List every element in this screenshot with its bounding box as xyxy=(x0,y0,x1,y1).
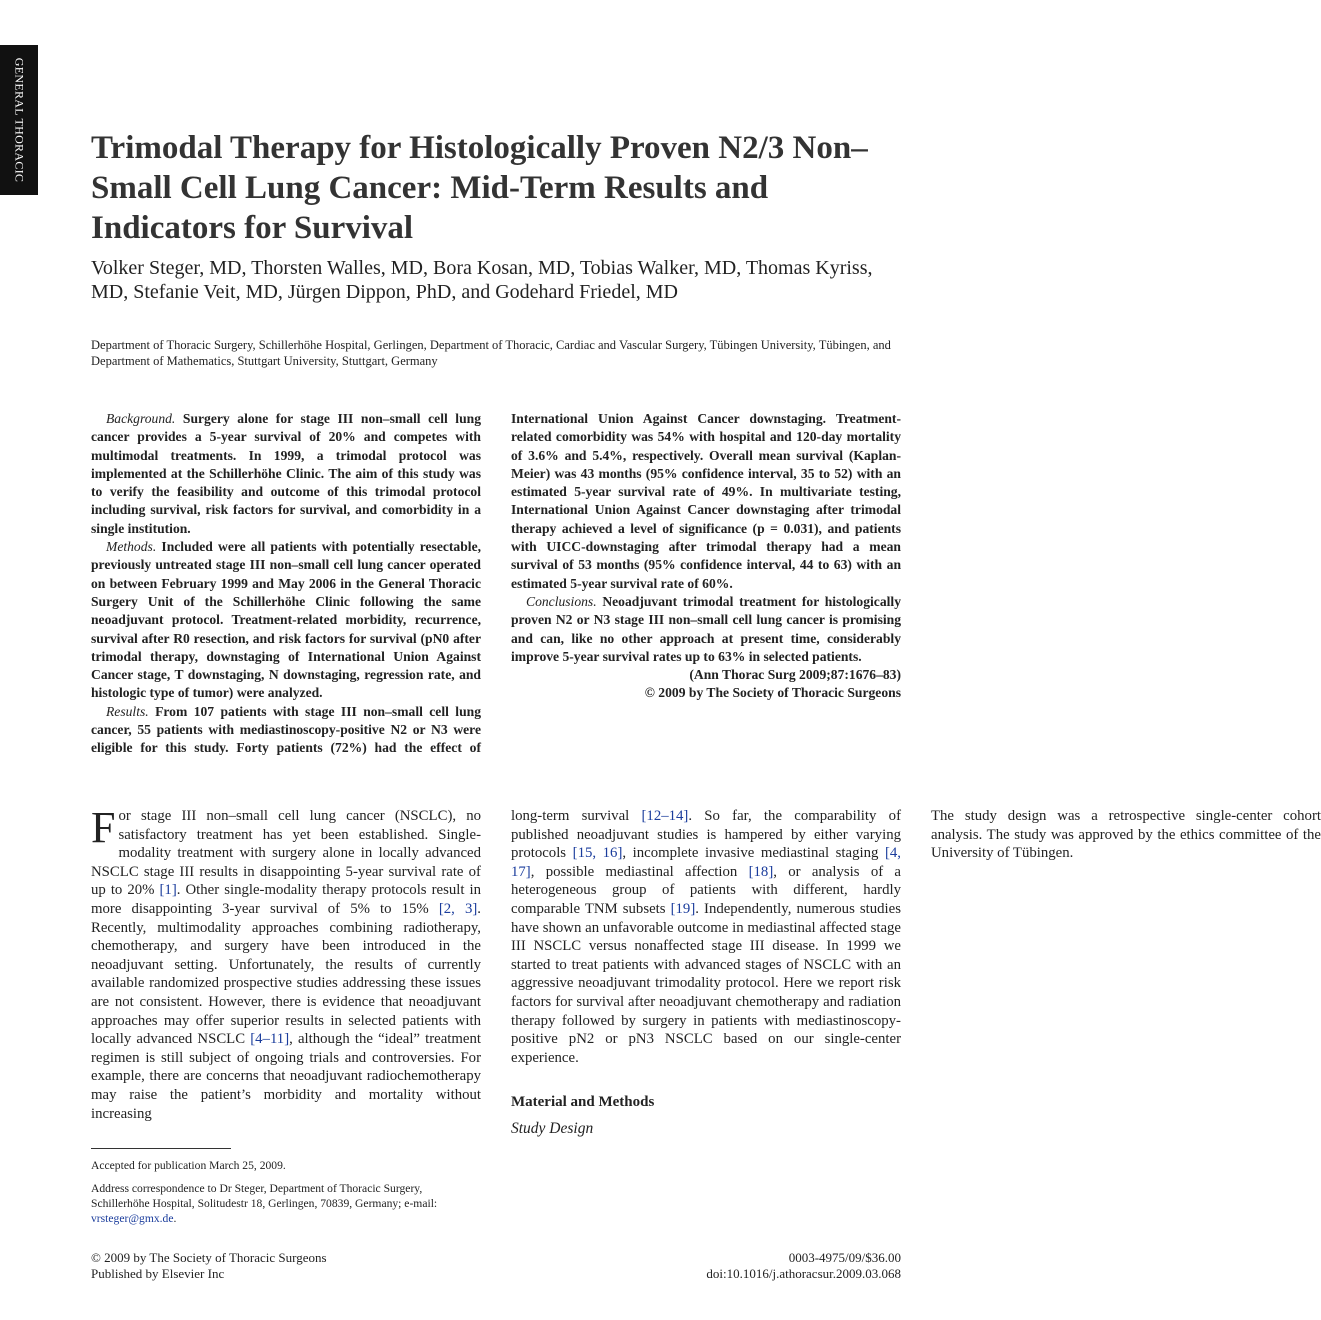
accepted-note: Accepted for publication March 25, 2009. xyxy=(91,1159,286,1172)
reference-link[interactable]: [15, 16] xyxy=(572,845,623,862)
footnote-divider xyxy=(91,1148,231,1149)
abstract-background: Background. Surgery alone for stage III non–small cell lung cancer provides a 5-year survival of 20% and competes with multimodal treatments. In 1999, a trimodal protocol was implemented at the Schillerhöhe Clinic. The aim of this study was to verify the feasibility and outcome of this trimodal protocol including survival, risk factors for survival, and comorbidity in a single institution. xyxy=(91,411,481,536)
reference-link[interactable]: [2, 3] xyxy=(438,900,478,917)
footer-copyright: © 2009 by The Society of Thoracic Surgeons xyxy=(91,1250,327,1265)
footer-issn: 0003-4975/09/$36.00 xyxy=(788,1250,901,1265)
body-paragraph-1: For stage III non–small cell lung cancer (NSCLC), no satisfactory treatment has yet been established. Single-modality treatment with surgery alone in locally advanced NSCLC stage III results in disappointing 5-year survival rate of up to 20% [1]. Other single-modality therapy protocols result in more disappointing 3-year survival of 5% to 15% [2, 3]. Recently, multimodality approaches combining radiotherapy, chemotherapy, and surgery have been introduced in the neoadjuvant setting. Unfortunately, the results of currently available randomized prospective studies addressing these issues are not consistent. However, there is evidence that neoadjuvant approaches may offer superior results in selected patients with locally advanced NSCLC [4–11], although the “ideal” treatment regimen is still subject of ongoing trials and controversies. For example, there are concerns that neoadjuvant radiochemotherapy may raise the patient’s morbidity and mortality without increasing xyxy=(91,803,481,1122)
abstract-copyright: © 2009 by The Society of Thoracic Surgeons xyxy=(644,685,901,701)
footnotes xyxy=(91,1158,481,1234)
subsection-heading: Study Design xyxy=(511,1119,594,1137)
footer-right xyxy=(706,1250,901,1282)
footer-doi: doi:10.1016/j.athoracsur.2009.03.068 xyxy=(706,1266,901,1281)
section-heading: Material and Methods xyxy=(511,1094,655,1111)
article-title: Trimodal Therapy for Histologically Proven N2/3 Non–Small Cell Lung Cancer: Mid-Term Results and Indicators for Survival xyxy=(91,130,868,246)
abstract-conclusions: Conclusions. Neoadjuvant trimodal treatment for histologically proven N2 or N3 stage III non–small cell lung cancer is promising and can, like no other approach at present time, considerably improve 5-year survival rates up to 63% in selected patients. xyxy=(511,593,901,664)
reference-link[interactable]: [1] xyxy=(159,882,177,899)
abstract-citation: (Ann Thorac Surg 2009;87:1676–83) xyxy=(689,667,901,683)
section-tab xyxy=(0,45,38,195)
abstract-methods: Methods. Included were all patients with potentially resectable, previously untreated stage III non–small cell lung cancer operated on between February 1999 and May 2006 in the General Thoracic Surgery Unit of the Schillerhöhe Clinic following the same neoadjuvant protocol. Treatment-related morbidity, recurrence, survival after R0 resection, and risk factors for survival (pN0 after trimodal therapy, downstaging of International Union Against Cancer stage, T downstaging, N downstaging, regression rate, and histologic type of tumor) were analyzed. xyxy=(91,539,481,701)
footer-left xyxy=(91,1250,327,1282)
abstract-results: Results. From 107 patients with stage III non–small cell lung cancer, 55 patients with mediastinoscopy-positive N2 or N3 were eligible for this study. Forty patients (72%) had the effect of International Union Against Cancer downstaging. Treatment-related comorbidity was 54% with hospital and 120-day mortality of 3.6% and 5.4%, respectively. Overall mean survival (Kaplan-Meier) was 43 months (95% confidence interval, 35 to 52) with an estimated 5-year survival rate of 49%. In multivariate testing, International Union Against Cancer downstaging after trimodal therapy achieved a level of significance (p = 0.031), and patients with UICC-downstaging after trimodal therapy had a mean survival of 53 months (95% confidence interval, 44 to 63) with an estimated 5-year survival rate of 60%. xyxy=(91,411,901,756)
correspondence-note: Address correspondence to Dr Steger, Department of Thoracic Surgery, Schillerhöhe Hospital, Solitudestr 18, Gerlingen, 70839, Germany; e-mail: vrsteger@gmx.de. xyxy=(91,1182,438,1225)
author-list: Volker Steger, MD, Thorsten Walles, MD, Bora Kosan, MD, Tobias Walker, MD, Thomas Kyriss, MD, Stefanie Veit, MD, Jürgen Dippon, PhD, and Godehard Friedel, MD xyxy=(91,257,873,303)
body-paragraph-3: The study design was a retrospective single-center cohort analysis. The study was approved by the ethics committee of the University of Tübingen. xyxy=(931,808,1321,862)
reference-link[interactable]: [4, 17] xyxy=(511,845,901,880)
abstract xyxy=(91,410,901,762)
reference-link[interactable]: [12–14] xyxy=(641,808,689,824)
body-paragraph-2: long-term survival [12–14]. So far, the comparability of published neoadjuvant studies is hampered by either varying protocols [15, 16], incomplete invasive mediastinal staging [4, 17], possible mediastinal affection [18], or analysis of a heterogeneous group of patients with different, hardly comparable TNM subsets [19]. Independently, numerous studies have shown an unfavorable outcome in mediastinal affected stage III NSCLC versus nonaffected stage III disease. In 1999 we started to treat patients with advanced stages of NSCLC with an aggressive neoadjuvant trimodality protocol. Here we report risk factors for survival after neoadjuvant chemotherapy and radiation therapy followed by surgery in patients with mediastinoscopy-positive pN2 or pN3 NSCLC based on our single-center experience. xyxy=(511,808,901,1066)
affiliation: Department of Thoracic Surgery, Schillerhöhe Hospital, Gerlingen, Department of Thoracic, Cardiac and Vascular Surgery, Tübingen University, Tübingen, and Department of Mathematics, Stuttgart University, Stuttgart, Germany xyxy=(91,338,891,368)
footer-publisher: Published by Elsevier Inc xyxy=(91,1266,225,1281)
drop-cap: F xyxy=(91,803,116,852)
reference-link[interactable]: [19] xyxy=(670,900,696,917)
reference-link[interactable]: [4–11] xyxy=(250,1031,290,1048)
section-tab-label: GENERAL THORACIC xyxy=(12,57,27,183)
article-body xyxy=(91,803,1321,1142)
reference-link[interactable]: [18] xyxy=(748,863,774,880)
email-link[interactable]: vrsteger@gmx.de xyxy=(91,1212,174,1225)
